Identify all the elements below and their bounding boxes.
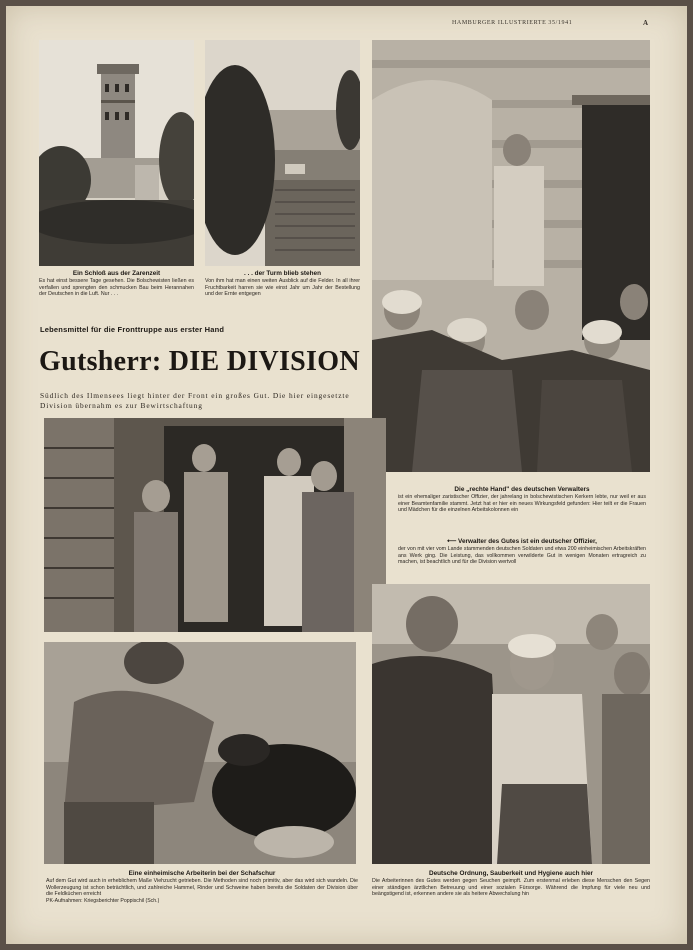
arrow-left-icon: ⟵ <box>447 538 457 545</box>
masthead: HAMBURGER ILLUSTRIERTE 35/1941 <box>452 20 573 26</box>
caption-officer-body: der von mit vier vom Lande stammenden deutschen Soldaten und etwa 200 einheimischen Arbeitskräften ans Werk ging. Die Leistung, das vollkommen verwilderte Gut in wenigen Monaten ertragreich zu machen, ist beachtlich und für die Division wertvoll <box>398 546 646 566</box>
caption-shearing-body: Auf dem Gut wird auch in erheblichem Maße Viehzucht getrieben. Die Methoden sind noch primitiv, aber das wird sich wandeln. Die Wollerzeugung ist schon beträchtlich, und zahlreiche Hammel, Rinder und Schweine haben bereits die Soldaten der Division über die Feldküchen erreicht <box>46 878 358 898</box>
caption-officer <box>398 538 646 566</box>
caption-shearing-title: Eine einheimische Arbeiterin bei der Schafschur <box>128 870 276 877</box>
kicker: Lebensmittel für die Fronttruppe aus erster Hand <box>40 325 225 334</box>
photo-sheep-shearing <box>44 642 356 864</box>
caption-hygiene-title: Deutsche Ordnung, Sauberkeit und Hygiene auch hier <box>428 870 594 877</box>
magazine-page <box>6 6 687 944</box>
caption-hygiene <box>372 870 650 898</box>
caption-castle-body: Es hat einst bessere Tage gesehen. Die Bolschewisten ließen es verfallen und sprengten den schmucken Bau beim Herannahen der Deutschen in die Luft. Nur . . . <box>39 278 194 298</box>
caption-administrator-body: ist ein ehemaliger zaristischer Offizier, der jahrelang in bolschewistischen Kerkern lebte, nur weil er aus einer Beamtenfamilie stammt. Jetzt hat er hier ein neues Wirkungsfeld gefunden: Hier teilt er die Frauen und Mädchen für die einzelnen Arbeitskolonnen ein <box>398 494 646 514</box>
caption-castle <box>39 270 194 298</box>
caption-administrator <box>398 486 646 514</box>
caption-castle-title: Ein Schloß aus der Zarenzeit <box>72 270 161 277</box>
page-number: A <box>643 19 649 27</box>
caption-administrator-title: Die „rechte Hand" des deutschen Verwalters <box>454 486 590 493</box>
headline: Gutsherr: DIE DIVISION <box>39 346 360 377</box>
photo-women-group <box>372 40 650 472</box>
photo-officer-group <box>44 418 386 632</box>
caption-shearing <box>46 870 358 904</box>
caption-hygiene-body: Die Arbeiterinnen des Gutes werden gegen Seuchen geimpft. Zum erstenmal erleben diese Menschen den Segen einer ständigen ärztlichen Betreuung und einer sozialen Fürsorge. Während die Impfung für viele neu und beängstigend ist, erkennen andere sie als heitere Abwechslung hin <box>372 878 650 898</box>
caption-tower-title: . . . der Turm blieb stehen <box>244 270 321 277</box>
photo-credit: PK-Aufnahmen: Kriegsberichter Poppischil (Sch.) <box>46 897 160 904</box>
photo-castle <box>39 40 194 266</box>
photo-tower-view <box>205 40 360 266</box>
caption-officer-title: ⟵ Verwalter des Gutes ist ein deutscher Offizier, <box>447 538 597 545</box>
lead-paragraph: Südlich des Ilmensees liegt hinter der Front ein großes Gut. Die hier eingesetzte Division übernahm es zur Bewirtschaftung <box>40 391 350 410</box>
caption-tower <box>205 270 360 298</box>
photo-vaccination <box>372 584 650 864</box>
caption-tower-body: Von ihm hat man einen weiten Ausblick auf die Felder. In all ihrer Fruchtbarkeit harren sie wie einst Jahr um Jahr der Bestellung und der Ernte entgegen <box>205 278 360 298</box>
